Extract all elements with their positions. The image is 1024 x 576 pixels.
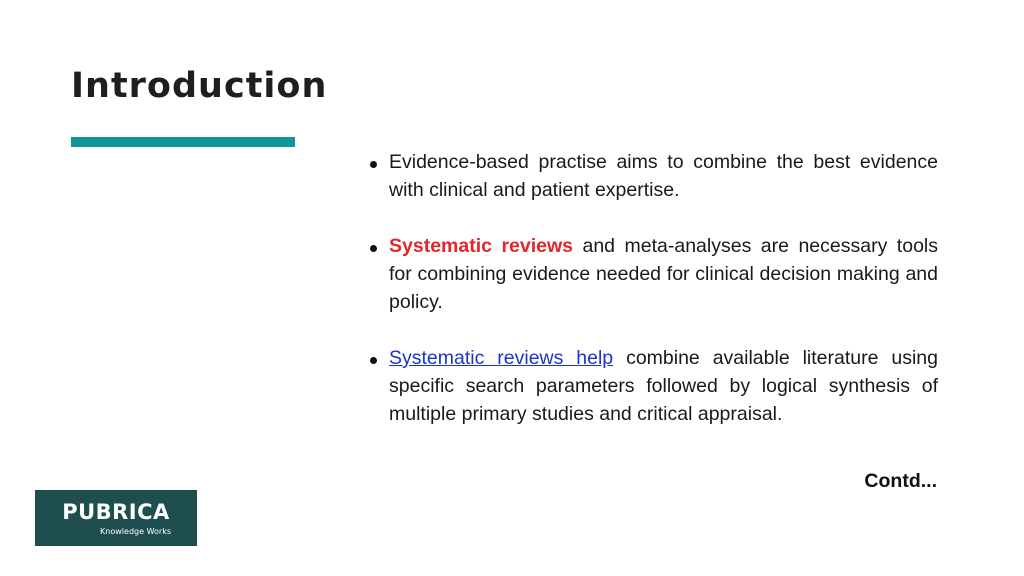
bullet-list <box>370 148 938 456</box>
title-accent-bar <box>71 137 295 147</box>
logo-name: PUBRICA <box>62 500 170 524</box>
bullet-item-3 <box>370 344 938 428</box>
systematic-reviews-link[interactable]: Systematic reviews help <box>389 347 614 369</box>
bullet-item-2 <box>370 232 938 316</box>
pubrica-logo <box>35 490 197 546</box>
bullet-dot-icon <box>370 357 377 364</box>
slide-title: Introduction <box>71 66 328 106</box>
bullet-dot-icon <box>370 245 377 252</box>
continued-label: Contd... <box>864 470 937 492</box>
bullet-item-1 <box>370 148 938 204</box>
bullet-text: combine available literature using specific search parameters followed by logical synthesis of multiple primary studies and critical appraisal. <box>389 347 938 425</box>
highlight-systematic-reviews: Systematic reviews <box>389 235 574 257</box>
bullet-dot-icon <box>370 161 377 168</box>
bullet-text: Evidence-based practise aims to combine the best evidence with clinical and patient expertise. <box>389 151 938 201</box>
logo-tagline: Knowledge Works <box>100 527 171 536</box>
bullet-text: and meta-analyses are necessary tools for combining evidence needed for clinical decision making and policy. <box>389 235 938 313</box>
